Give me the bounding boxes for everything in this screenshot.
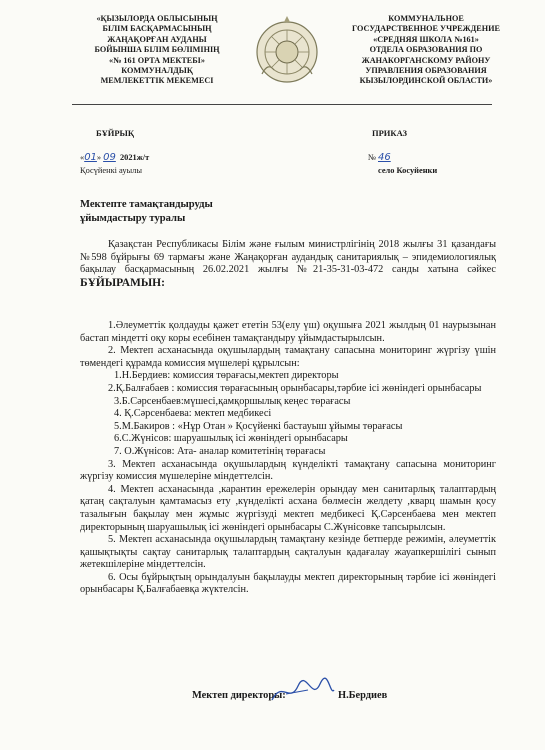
- header-right-line: ЖАНАКОРГАНСКОМУ РАЙОНУ: [361, 55, 491, 65]
- preamble: [80, 239, 496, 290]
- member-6: 6.С.Жүнісов: шаруашылық ісі жөніндегі орынбасары: [114, 433, 348, 445]
- item-5: 5. Мектеп асханасында оқушылардың тамақтану кезінде бетперде режимін, әлеуметтік қашықтықты сақтау санитарлық талаптардың сақталуын қадағалау жауапкершілігі сынып жетекшілеріне міндеттелсін.: [80, 534, 496, 571]
- item-4: 4. Мектеп асханасында ,карантин ережелерін орындау мен санитарлық талаптардың қатаң сақталуын қамтамасыз ету ,күнделікті асхана бөлмесін желдету ,кварц шамын қосу тазалығын бақылау мен жұмыс жүргізуді мектеп медбикесі Қ.Сәрсенбаева мен мектеп директорының шаруашылық ісі жөніндегі орынбасары С.Жүнісовке тапсырылсын.: [80, 483, 496, 533]
- date-prefix: «: [80, 153, 85, 162]
- signature-mark-icon: [268, 674, 338, 708]
- header-left-line: «№ 161 ОРТА МЕКТЕБІ»: [109, 55, 205, 65]
- order-title: [80, 198, 213, 226]
- member-5: 5.М.Бакиров : «Нұр Отан » Қосүйенкі бастауыш ұйымы төрағасы: [114, 420, 403, 432]
- signature-label: Мектеп директоры:: [192, 690, 286, 701]
- header-divider: [72, 104, 492, 105]
- header-left-line: БОЙЫНША БІЛІМ БӨЛІМІНІҢ: [94, 45, 220, 55]
- member-3: 3.Б.Сәрсенбаев:мүшесі,қамқоршылық кеңес төрағасы: [114, 395, 351, 407]
- preamble-text: Қазақстан Республикасы Білім және ғылым министрлігінің 2018 жылғы 31 қазандағы №598 бұйрығы 69 тармағы және Жаңақорған аудандық санитариялық – эпидемиологиялық бақылау басқармасының 26.02.2021 жылғы №21-35-31-03-472 санды хатына сәйкес: [80, 239, 496, 276]
- member-1: 1.Н.Бердиев: комиссия төрағасы,мектеп директоры: [114, 370, 339, 382]
- state-emblem-icon: [254, 12, 320, 90]
- item-1: 1.Әлеуметтік қолдауды қажет ететін 53(елу үш) оқушыға 2021 жылдың 01 наурызынан бастап міндетті оқу коры есебінен тамақтандыру ұйымдастырылсын.: [80, 320, 496, 344]
- number-value: 46: [378, 152, 391, 163]
- header-left-line: ЖАҢАҚОРҒАН АУДАНЫ: [107, 34, 207, 44]
- member-2: 2.Қ.Балғабаев : комиссия төрағасының орынбасары,тәрбие ісі жөніндегі орынбасары: [108, 382, 482, 394]
- member-7: 7. О.Жүнісов: Ата- аналар комитетінің төрағасы: [114, 445, 326, 457]
- date-year: 2021ж/т: [117, 153, 150, 162]
- header-right-line: «СРЕДНЯЯ ШКОЛА №161»: [373, 34, 479, 44]
- number-prefix: №: [368, 153, 376, 162]
- place-kz: Қосүйенкі ауылы: [80, 166, 142, 175]
- member-4: 4. Қ.Сәрсенбаева: мектеп медбикесі: [114, 408, 272, 420]
- date-month: 09: [103, 152, 116, 163]
- order-label-ru: ПРИКАЗ: [372, 128, 407, 138]
- title-line: Мектепте тамақтандыруды: [80, 199, 213, 210]
- header-left-line: КОММУНАЛДЫҚ: [121, 66, 193, 76]
- header-right-line: ГОСУДАРСТВЕННОЕ УЧРЕЖДЕНИЕ: [352, 24, 500, 34]
- order-label-kz: БҰЙРЫҚ: [96, 128, 135, 138]
- item-2: 2. Мектеп асханасында оқушылардың тамақтану сапасына мониторинг жүргізу үшін төмендегі құрамда комиссия мүшелері құрылсын:: [80, 345, 496, 369]
- preamble-bold: БҰЙЫРАМЫН:: [80, 276, 165, 289]
- item-3: 3. Мектеп асханасында оқушылардың күнделікті тамақтану сапасына мониторинг жүргізу комиссия мүшелеріне міндеттелсін.: [80, 458, 496, 483]
- place-ru: село Косуйенки: [378, 166, 438, 175]
- header-right-line: КОММУНАЛЬНОЕ: [388, 14, 464, 23]
- header-left-line: МЕМЛЕКЕТТІК МЕКЕМЕСІ: [100, 76, 214, 86]
- title-line: ұйымдастыру туралы: [80, 213, 186, 224]
- order-date: [80, 152, 149, 163]
- header-right-line: КЫЗЫЛОРДИНСКОЙ ОБЛАСТИ»: [359, 76, 493, 86]
- header-right-line: УПРАВЛЕНИЯ ОБРАЗОВАНИЯ: [365, 66, 487, 76]
- order-number: [368, 152, 399, 163]
- item-6: 6. Осы бұйрықтың орындалуын бақылауды мектеп директорының тәрбие ісі жөніндегі орынбасары Қ.Балғабаевқа жүктелсін.: [80, 571, 496, 596]
- signature-name: Н.Бердиев: [338, 690, 388, 701]
- order-items: [80, 320, 496, 597]
- date-day: 01: [84, 152, 97, 163]
- header-left-line: БІЛІМ БАСҚАРМАСЫНЫҢ: [102, 24, 212, 34]
- header-right: [326, 14, 526, 87]
- header-left: [58, 14, 256, 87]
- header-left-line: «ҚЫЗЫЛОРДА ОБЛЫСЫНЫҢ: [96, 14, 218, 23]
- date-mid: »: [96, 153, 102, 162]
- header-right-line: ОТДЕЛА ОБРАЗОВАНИЯ ПО: [369, 45, 483, 55]
